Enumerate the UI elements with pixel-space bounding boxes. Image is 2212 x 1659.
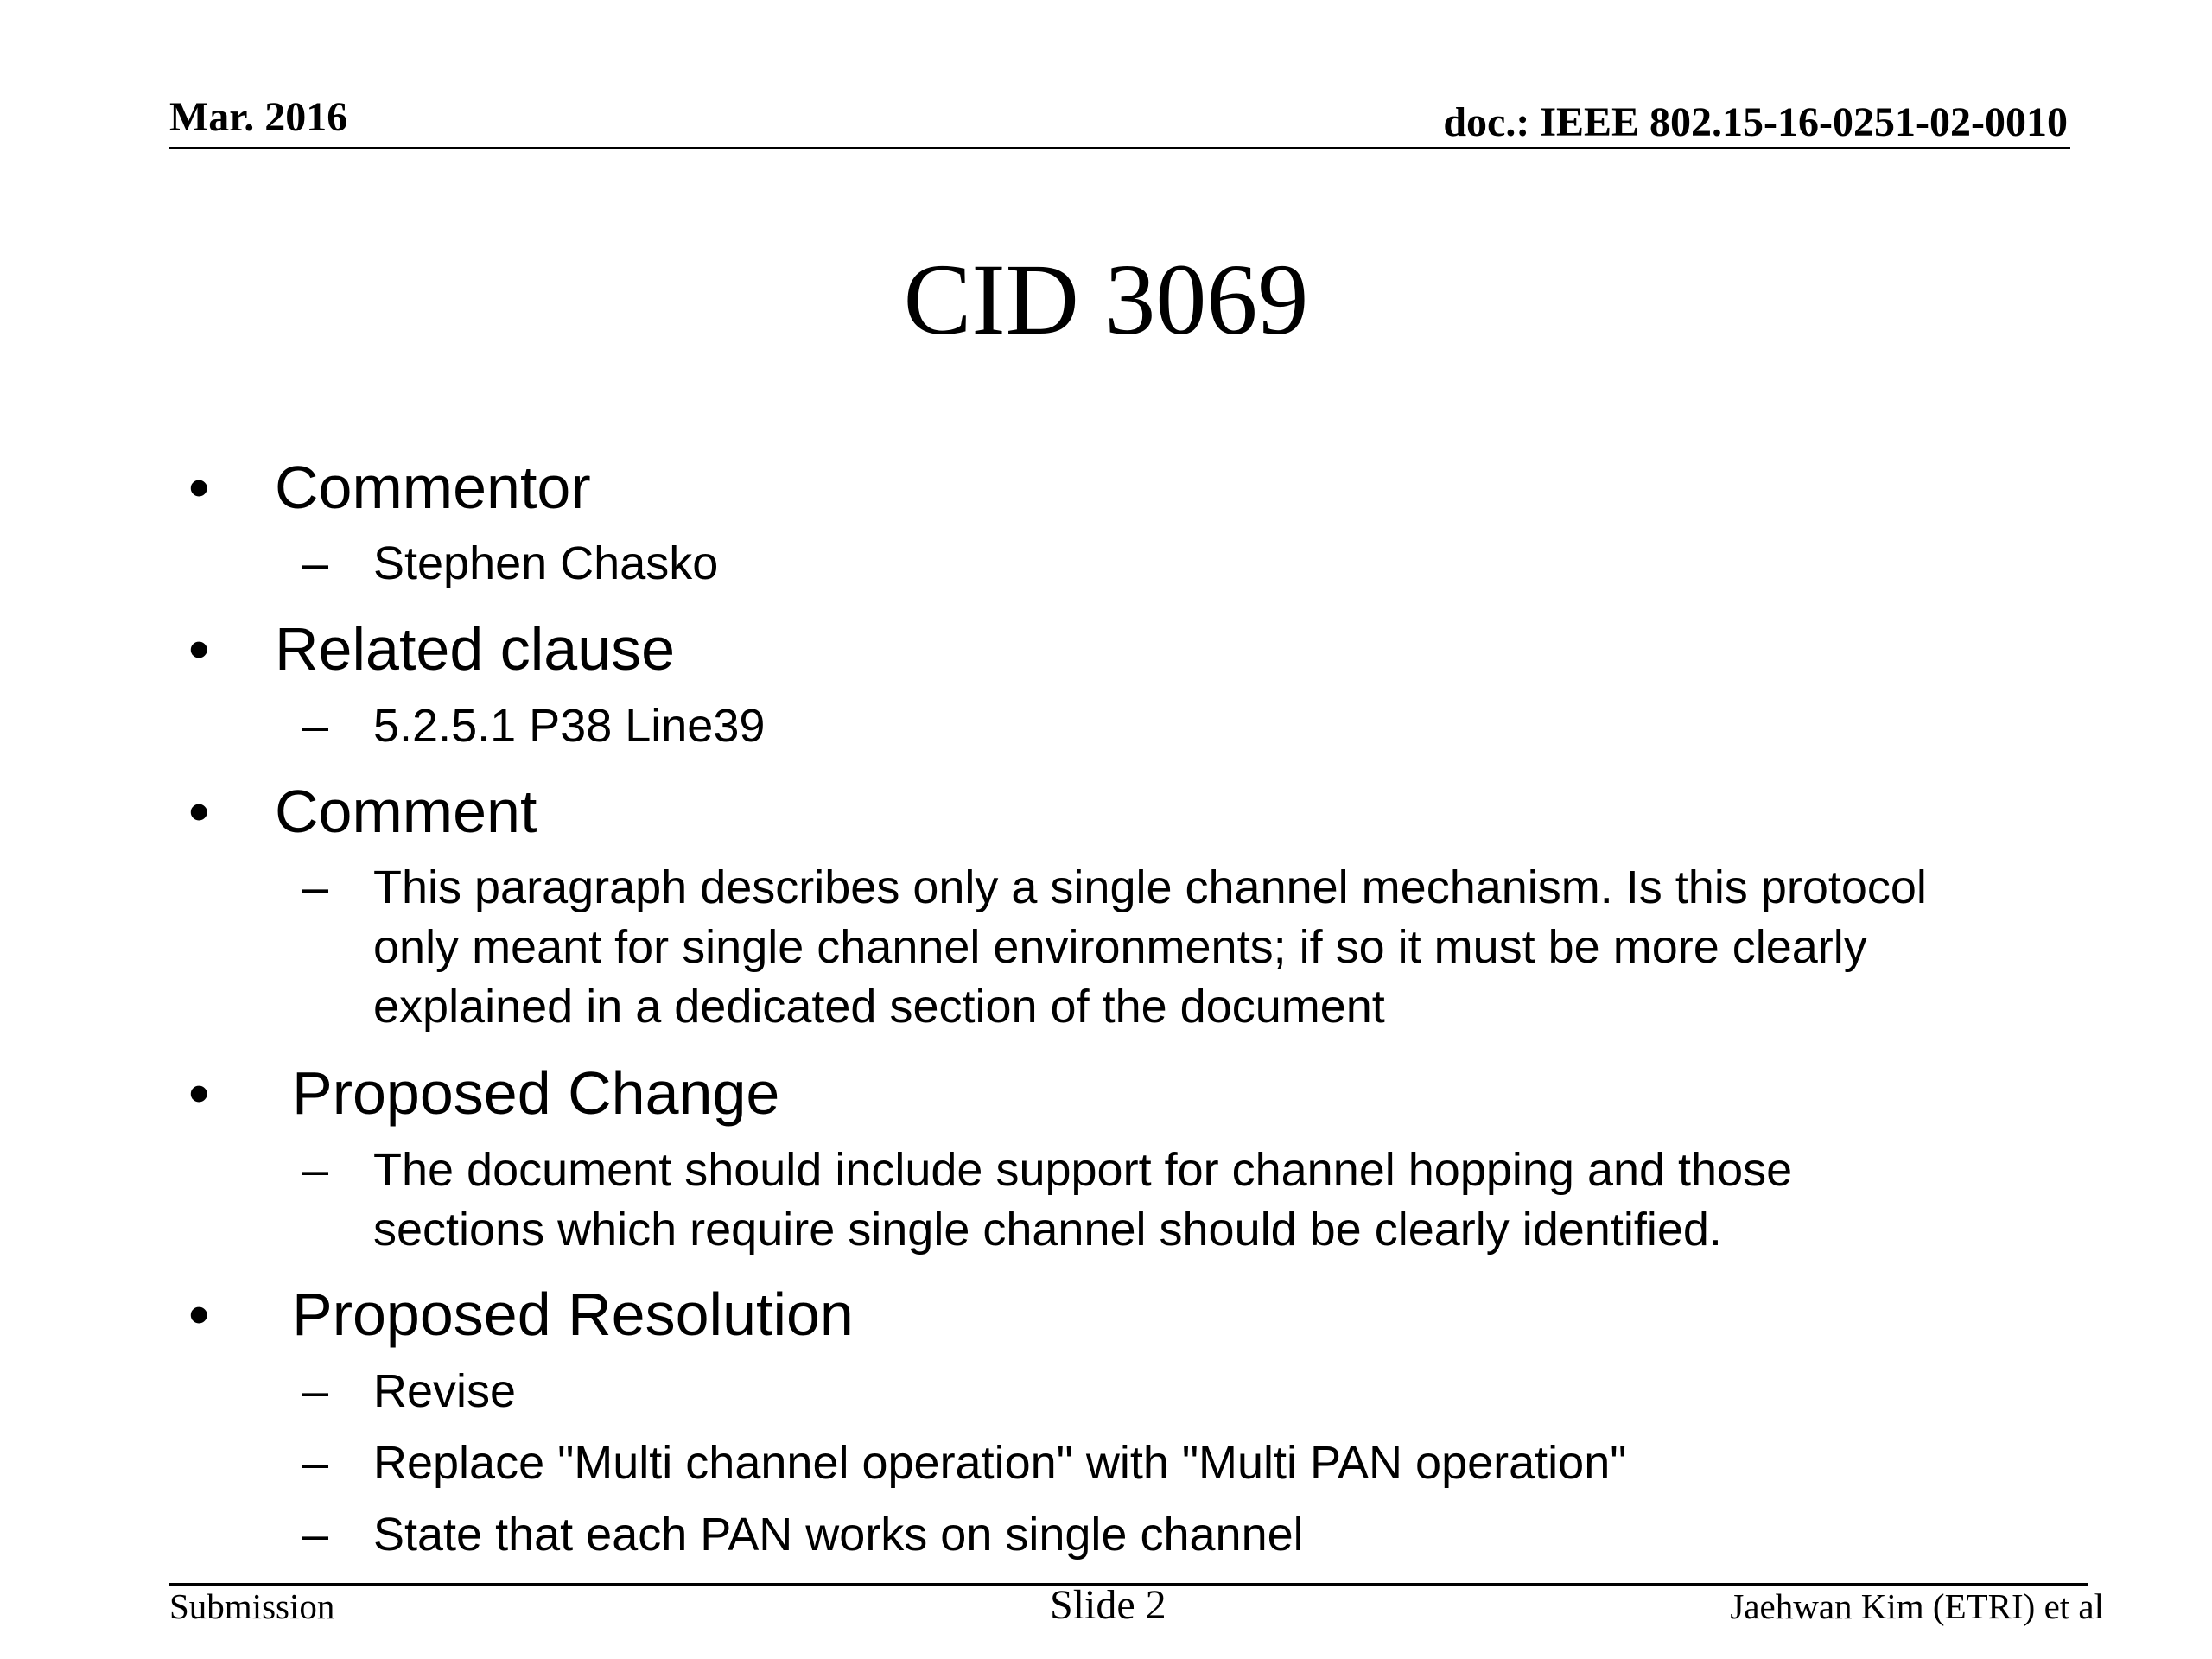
footer-slide-number: Slide 2 — [1050, 1582, 1166, 1628]
footer-author: Jaehwan Kim (ETRI) et al — [1730, 1586, 2104, 1626]
sub-bullet-text: Replace "Multi channel operation" with "Multi PAN operation" — [373, 1437, 1627, 1489]
dash-marker: – — [302, 1509, 329, 1560]
bullet-marker: • — [188, 1281, 210, 1348]
header-doc-id: doc.: IEEE 802.15-16-0251-02-0010 — [1443, 99, 2068, 145]
bullet-heading: Proposed Change — [292, 1059, 780, 1127]
bullet-heading: Related clause — [275, 615, 676, 683]
sub-bullet-text: sections which require single channel should be clearly identified. — [373, 1204, 1722, 1255]
sub-bullet-text: only meant for single channel environments; if so it must be more clearly — [373, 921, 1867, 973]
dash-marker: – — [302, 1365, 329, 1417]
bullet-marker: • — [188, 1059, 210, 1127]
header-date: Mar. 2016 — [169, 94, 348, 140]
header-divider — [169, 147, 2070, 149]
sub-bullet-text: Revise — [373, 1365, 517, 1417]
sub-bullet-text: explained in a dedicated section of the document — [373, 981, 1385, 1033]
dash-marker: – — [302, 1144, 329, 1196]
sub-bullet-text: State that each PAN works on single channel — [373, 1509, 1304, 1560]
bullet-marker: • — [188, 454, 210, 521]
bullet-heading: Commentor — [275, 454, 591, 521]
bullet-marker: • — [188, 615, 210, 683]
footer-submission: Submission — [169, 1586, 335, 1626]
dash-marker: – — [302, 537, 329, 589]
dash-marker: – — [302, 700, 329, 752]
bullet-marker: • — [188, 778, 210, 845]
dash-marker: – — [302, 861, 329, 913]
sub-bullet-text: 5.2.5.1 P38 Line39 — [373, 700, 766, 752]
bullet-heading: Proposed Resolution — [292, 1281, 854, 1348]
sub-bullet-text: This paragraph describes only a single channel mechanism. Is this protocol — [373, 861, 1927, 913]
sub-bullet-text: The document should include support for channel hopping and those — [373, 1144, 1793, 1196]
slide-title: CID 3069 — [903, 243, 1309, 356]
dash-marker: – — [302, 1437, 329, 1489]
bullet-heading: Comment — [275, 778, 537, 845]
sub-bullet-text: Stephen Chasko — [373, 537, 719, 589]
